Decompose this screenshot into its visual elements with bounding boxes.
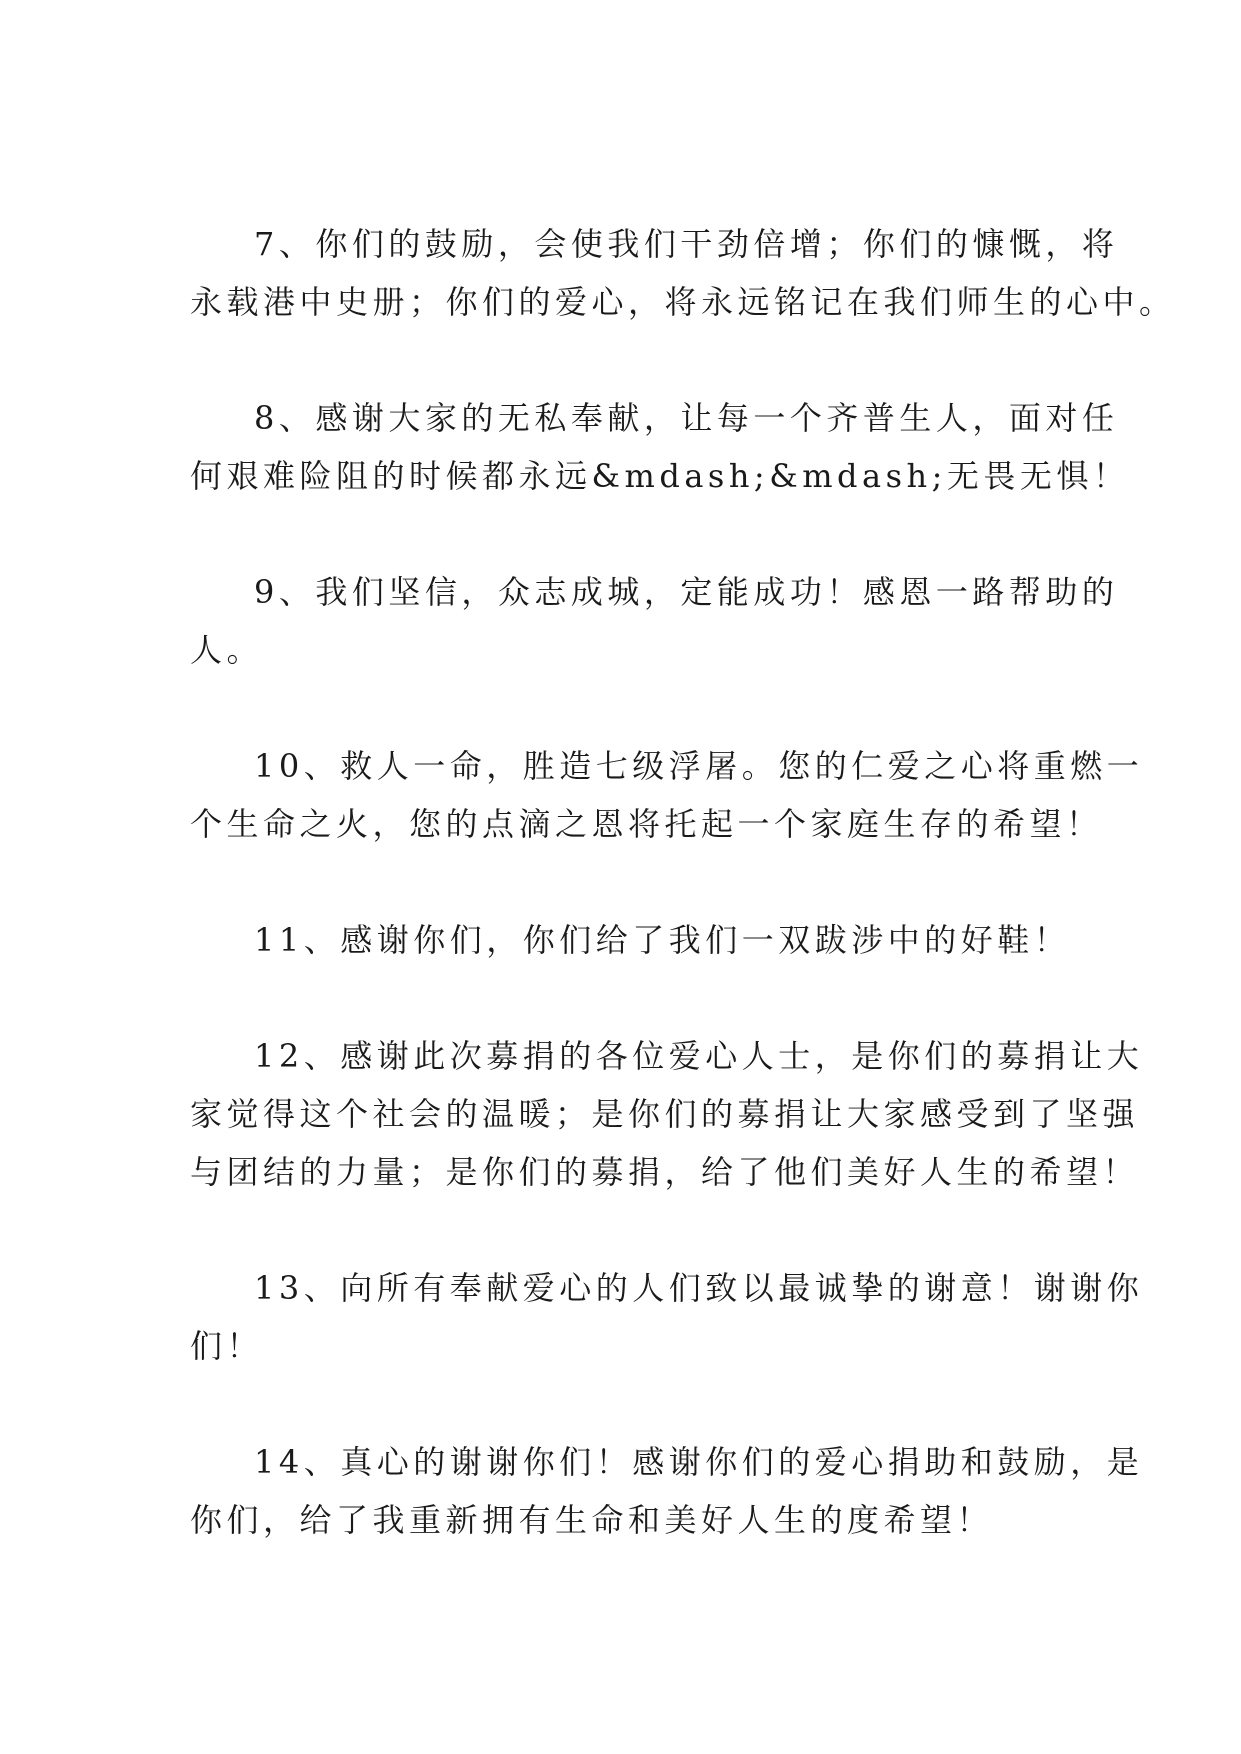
paragraph-11 xyxy=(190,911,1071,969)
paragraph-line: 家觉得这个社会的温暖；是你们的募捐让大家感受到了坚强 xyxy=(190,1095,1140,1133)
paragraph-line: 永载港中史册；你们的爱心，将永远铭记在我们师生的心中。 xyxy=(190,283,1176,321)
paragraph-line: 14、真心的谢谢你们！感谢你们的爱心捐助和鼓励，是 xyxy=(254,1443,1144,1481)
paragraph-line: 个生命之火，您的点滴之恩将托起一个家庭生存的希望！ xyxy=(190,805,1103,843)
paragraph-line: 8、感谢大家的无私奉献，让每一个齐普生人，面对任 xyxy=(254,399,1119,437)
paragraph-14 xyxy=(190,1433,1144,1549)
paragraph-9 xyxy=(190,563,1119,679)
paragraph-12 xyxy=(190,1027,1144,1201)
paragraph-7 xyxy=(190,215,1176,331)
paragraph-line: 们！ xyxy=(190,1327,264,1365)
paragraph-line: 人。 xyxy=(190,631,264,669)
paragraph-8 xyxy=(190,389,1130,505)
paragraph-line: 9、我们坚信，众志成城，定能成功！感恩一路帮助的 xyxy=(254,573,1119,611)
paragraph-line: 与团结的力量；是你们的募捐，给了他们美好人生的希望！ xyxy=(190,1153,1140,1191)
paragraph-line: 11、感谢你们，你们给了我们一双跋涉中的好鞋！ xyxy=(254,921,1071,959)
paragraph-10 xyxy=(190,737,1144,853)
paragraph-13 xyxy=(190,1259,1144,1375)
paragraph-line: 何艰难险阻的时候都永远&mdash;&mdash;无畏无惧！ xyxy=(190,457,1130,495)
paragraph-line: 10、救人一命，胜造七级浮屠。您的仁爱之心将重燃一 xyxy=(254,747,1144,785)
paragraph-line: 13、向所有奉献爱心的人们致以最诚挚的谢意！谢谢你 xyxy=(254,1269,1144,1307)
paragraph-line: 7、你们的鼓励，会使我们干劲倍增；你们的慷慨，将 xyxy=(254,225,1119,263)
paragraph-line: 12、感谢此次募捐的各位爱心人士，是你们的募捐让大 xyxy=(254,1037,1144,1075)
paragraph-line: 你们，给了我重新拥有生命和美好人生的度希望！ xyxy=(190,1501,994,1539)
